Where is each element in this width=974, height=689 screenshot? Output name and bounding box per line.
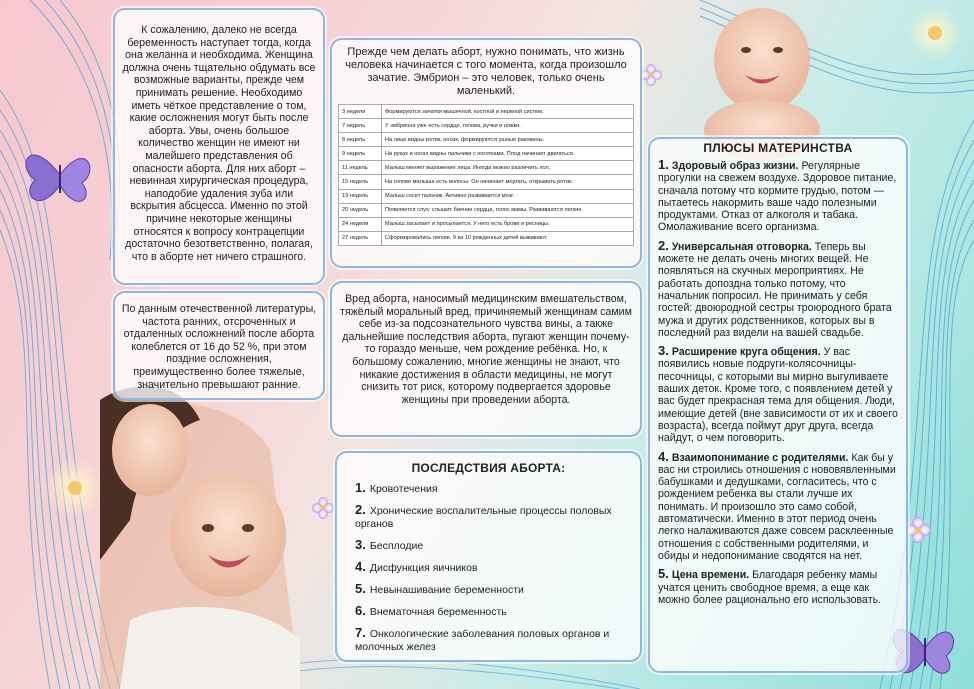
table-row xyxy=(339,189,634,203)
list-item xyxy=(349,604,628,619)
embryo-weeks-table xyxy=(338,104,634,246)
week-cell: 3 недели xyxy=(339,105,382,119)
butterfly-icon xyxy=(26,155,90,201)
benefit-text: Как бы у вас ни строились отношения с нововявленными бабушками и дедушками, согласитесь, что с рождением ребенка вы стали лучше их понимать. И произошло это само собой, автоматически. Именно в этот период очень легко налаживаются даже совсем расклеенные отношения с собственными родителями, и обиды и недопонимание сводятся на нет. xyxy=(658,451,896,562)
table-row xyxy=(339,133,634,147)
benefit-text: У вас появились новые подруги-колясочницы-песочницы, с которыми вы мирно выгуливаете ваших деток. Кроме того, с появлением детей у вас будет прекрасная тема для общения. Люди, имеющие детей (вне зависимости от их и своего возраста), всегда поймут друг друга, всегда найдут, о чем поговорить. xyxy=(658,346,898,445)
item-text: Кровотечения xyxy=(369,483,438,495)
item-text: Онкологические заболевания половых органов и молочных желез xyxy=(355,628,610,653)
week-cell: 20 недель xyxy=(339,203,382,217)
development-cell: Малыш меняет выражение лица. Иногда можно различить пол. xyxy=(382,161,634,175)
benefit-heading: Здоровый образ жизни. xyxy=(671,160,799,172)
item-text: Внематочная беременность xyxy=(369,606,507,618)
intro-paragraph: К сожалению, далеко не всегда беременность наступает тогда, когда она желанна и необходима. Женщина должна очень тщательно обдумать все возможные варианты, прежде чем принимать решение. Необходимо иметь чёткое представление о том, какие осложнения могут быть после аборта. Увы, очень большое количество женщин не имеют ни малейшего представления об опасности аборта. Для них аборт – невинная хирургическая процедура, наподобие удаления зуба или вскрытия абсцесса. Именно по этой причине некоторые женщины относятся к вопросу контрацепции достаточно безответственно, полагая, что в аборте нет ничего страшного. xyxy=(122,24,316,263)
list-item xyxy=(349,503,628,531)
table-row xyxy=(339,203,634,217)
table-row xyxy=(339,119,634,133)
mother-baby-photo xyxy=(100,386,300,689)
benefit-text: Благодаря ребенку мамы учатся ценить свободное время, а еще как можно более рационально его использовать. xyxy=(658,569,882,606)
development-cell: На руках и ногах видны пальчики с ноготками. Плод начинает двигаться. xyxy=(382,147,634,161)
list-item xyxy=(349,481,628,496)
list-item xyxy=(349,626,628,654)
item-number: 7. xyxy=(355,625,366,640)
item-number: 5. xyxy=(658,566,669,582)
item-number: 2. xyxy=(355,502,366,517)
development-cell: На голове малыша есть волосы. Он начинает моргать, открывать ротик. xyxy=(382,175,634,189)
benefit-item xyxy=(658,237,898,339)
development-cell: Формируются зачатки мышечной, костной и нервной систем. xyxy=(382,105,634,119)
week-cell: 27 недель xyxy=(339,231,382,245)
list-item xyxy=(349,560,628,575)
table-row xyxy=(339,175,634,189)
development-cell: Малыш сосет пальчик. Активно развивается мозг. xyxy=(382,189,634,203)
item-number: 4. xyxy=(355,559,366,574)
table-row xyxy=(339,147,634,161)
week-cell: 19 недель xyxy=(339,189,382,203)
benefit-heading: Взаимопонимание с родителями. xyxy=(671,451,849,464)
benefit-heading: Цена времени. xyxy=(671,569,750,582)
week-cell: 24 недели xyxy=(339,217,382,231)
week-cell: 8 недель xyxy=(339,133,382,147)
table-row xyxy=(339,231,634,245)
benefit-heading: Расширение круга общения. xyxy=(671,346,821,359)
embryo-development-panel xyxy=(330,38,642,268)
list-item xyxy=(349,538,628,553)
abortion-harm-panel xyxy=(330,281,642,437)
embryo-intro-text: Прежде чем делать аборт, нужно понимать, что жизнь человека начинается с того момента, когда произошло зачатие. Эмбрион – это человек, только очень маленький. xyxy=(345,46,627,97)
item-number: 1. xyxy=(355,480,366,495)
table-row xyxy=(339,105,634,119)
item-number: 3. xyxy=(355,537,366,552)
item-number: 5. xyxy=(355,581,366,596)
development-cell: У эмбриона уже есть сердце, голова, ручки и ножки. xyxy=(382,119,634,133)
development-cell: На лице видны ротик, носик, формируются ушные раковины. xyxy=(382,133,634,147)
development-cell: Сформировались легкие. 9 из 10 рожденных детей выживают. xyxy=(382,231,634,245)
abortion-harm-paragraph: Вред аборта, наносимый медицинским вмешательством, тяжёлый моральный вред, причиняемый женщинам самим себе из-за подсознательного чувства вины, а также дальнейшие последствия аборта, пугают женщин почему-то гораздо меньше, чем рождение ребёнка. Но, к большому сожалению, многие женщины не знают, что никакие достижения в области медицины, не могут снизить тот риск, которому подвергается здоровье женщины при проведении аборта. xyxy=(340,293,632,406)
item-number: 3. xyxy=(658,343,669,359)
motherhood-benefits-panel xyxy=(648,137,908,673)
week-cell: 7 недель xyxy=(339,119,382,133)
item-text: Хронические воспалительные процессы половых органов xyxy=(355,505,612,530)
benefit-text: Теперь вы можете не делать очень многих вещей. Не появляться на скучных мероприятиях. Не работать допоздна только потому, что начальник попросил. Не принимать у себя гостей: двоюродной сестры троюродного брата мужа и других родственников, которых вы в последний раз видели на вашей свадьбе. xyxy=(658,240,892,339)
item-text: Дисфункция яичников xyxy=(369,562,478,574)
abortion-consequences-panel xyxy=(335,451,642,662)
item-number: 4. xyxy=(658,448,669,464)
intro-text-panel xyxy=(113,8,325,285)
item-number: 2. xyxy=(658,237,669,253)
item-text: Невынашивание беременности xyxy=(369,584,524,596)
statistics-text-panel xyxy=(113,291,325,400)
week-cell: 15 недель xyxy=(339,175,382,189)
benefit-item xyxy=(658,159,898,234)
consequences-title: ПОСЛЕДСТВИЯ АБОРТА: xyxy=(411,461,566,475)
table-row xyxy=(339,161,634,175)
item-text: Бесплодие xyxy=(369,540,424,552)
list-item xyxy=(349,582,628,597)
development-cell: Малыш засыпает и просыпается. У него есть брови и ресницы. xyxy=(382,217,634,231)
week-cell: 9 недель xyxy=(339,147,382,161)
benefit-item xyxy=(658,345,898,444)
week-cell: 11 недель xyxy=(339,161,382,175)
item-number: 1. xyxy=(658,157,669,172)
benefit-heading: Универсальная отговорка. xyxy=(671,240,812,253)
consequences-list xyxy=(349,481,628,654)
statistics-paragraph: По данным отечественной литературы, частота ранних, отсроченных и отдаленных осложнений после аборта колеблется от 16 до 52 %, при этом поздние осложнения, преимущественно более тяжелые, значительно превышают ранние. xyxy=(121,303,317,391)
benefits-list xyxy=(658,159,898,606)
table-row xyxy=(339,217,634,231)
item-number: 6. xyxy=(355,603,366,618)
benefits-title: ПЛЮСЫ МАТЕРИНСТВА xyxy=(703,141,853,155)
development-cell: Появляется слух: слышит биение сердца, голос мамы. Развиваются легкие. xyxy=(382,203,634,217)
benefit-item xyxy=(658,448,898,563)
benefit-text: Регулярные прогулки на свежем воздухе. Здоровое питание, сначала потому что кормите грудью, потом — пытаетесь накормить ваше чадо полезными продуктами. Отказ от алкоголя и табака. Омолаживание всего организма. xyxy=(658,160,897,234)
benefit-item xyxy=(658,568,898,606)
